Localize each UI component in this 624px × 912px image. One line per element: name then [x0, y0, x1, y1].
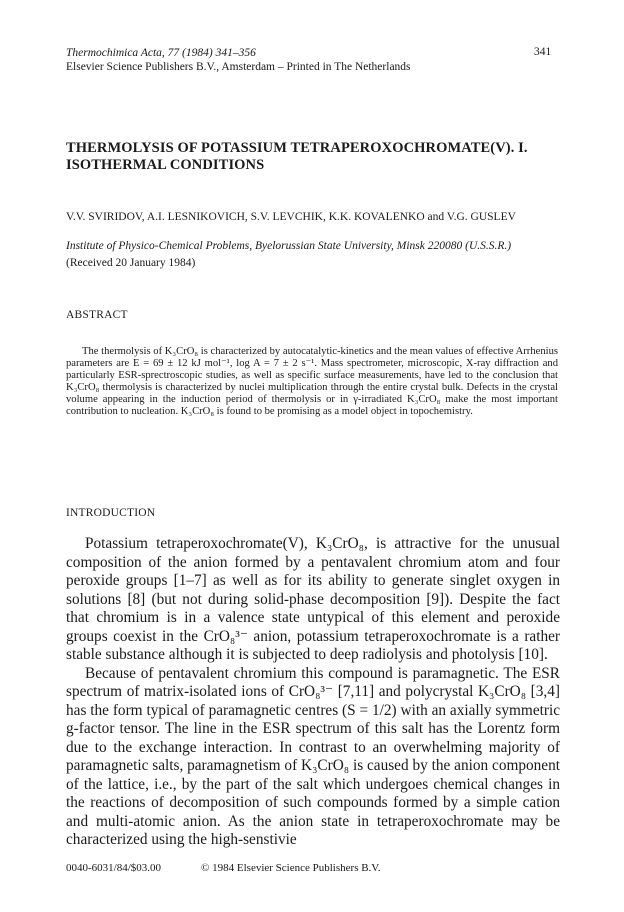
issn-code: 0040-6031/84/$03.00	[66, 862, 162, 874]
abstract-heading: ABSTRACT	[66, 309, 128, 321]
body-paragraph: Because of pentavalent chromium this compound is paramagnetic. The ESR spectrum of matrix-isolated ions of CrO₈³⁻ [7,11] and polycrystal K₃CrO₈ [3,4] has the form typical of paramagnetic centres (S = 1/2) with an axially symmetric g-factor tensor. The line in the ESR spectrum of this salt has the Lorentz form due to the exchange interaction. In contrast to an overwhelming majority of paramagnetic salts, paramagnetism of K₃CrO₈ is caused by the anion component of the lattice, i.e., by the part of the salt which undergoes chemical changes in the reactions of decomposition of such compounds formed by a simple cation and multi-atomic anion. As the anion state in tetraperoxochromate may be characterized using the high-senstivie	[66, 664, 560, 848]
page-footer	[66, 862, 421, 874]
article-title: THERMOLYSIS OF POTASSIUM TETRAPEROXOCHROMATE(V). I. ISOTHERMAL CONDITIONS	[66, 140, 528, 173]
affiliation: Institute of Physico-Chemical Problems, Byelorussian State University, Minsk 220080 (U.S.S.R.)	[66, 240, 512, 252]
introduction-body	[66, 535, 560, 850]
body-paragraph: Potassium tetraperoxochromate(V), K₃CrO₈, is attractive for the unusual composition of the anion formed by a pentavalent chromium atom and four peroxide groups [1–7] as well as for its ability to generate singlet oxygen in solutions [8] (but not during solid-phase decomposition [9]). Despite the fact that chromium is in a valence state untypical of this element and peroxide groups coexist in the CrO₈³⁻ anion, potassium tetraperoxochromate is a rather stable substance although it is subjected to deep radiolysis and photolysis [10].	[66, 535, 560, 663]
journal-citation: Thermochimica Acta, 77 (1984) 341–356	[66, 47, 256, 59]
copyright-notice: © 1984 Elsevier Science Publishers B.V.	[201, 862, 381, 874]
page-number: 341	[534, 46, 552, 58]
publisher-line: Elsevier Science Publishers B.V., Amsterdam – Printed in The Netherlands	[66, 61, 411, 73]
abstract-text: The thermolysis of K₃CrO₈ is characterized by autocatalytic-kinetics and the mean values of effective Arrhenius parameters are E = 69 ± 12 kJ mol⁻¹, log A = 7 ± 2 s⁻¹. Mass spectrometer, microscopic, X-ray diffraction and particularly ESR-sprectroscopic studies, as well as specific surface measurements, have led to the conclusion that K₃CrO₈ thermolysis is characterized by nuclei multiplication through the entire crystal bulk. Defects in the crystal volume appearing in the induction period of thermolysis or in γ-irradiated K₃CrO₈ make the most important contribution to nucleation. K₃CrO₈ is found to be promising as a model object in topochemistry.	[66, 346, 558, 418]
introduction-heading: INTRODUCTION	[66, 507, 156, 519]
author-list: V.V. SVIRIDOV, A.I. LESNIKOVICH, S.V. LEVCHIK, K.K. KOVALENKO and V.G. GUSLEV	[66, 211, 516, 223]
received-date: (Received 20 January 1984)	[66, 257, 196, 269]
